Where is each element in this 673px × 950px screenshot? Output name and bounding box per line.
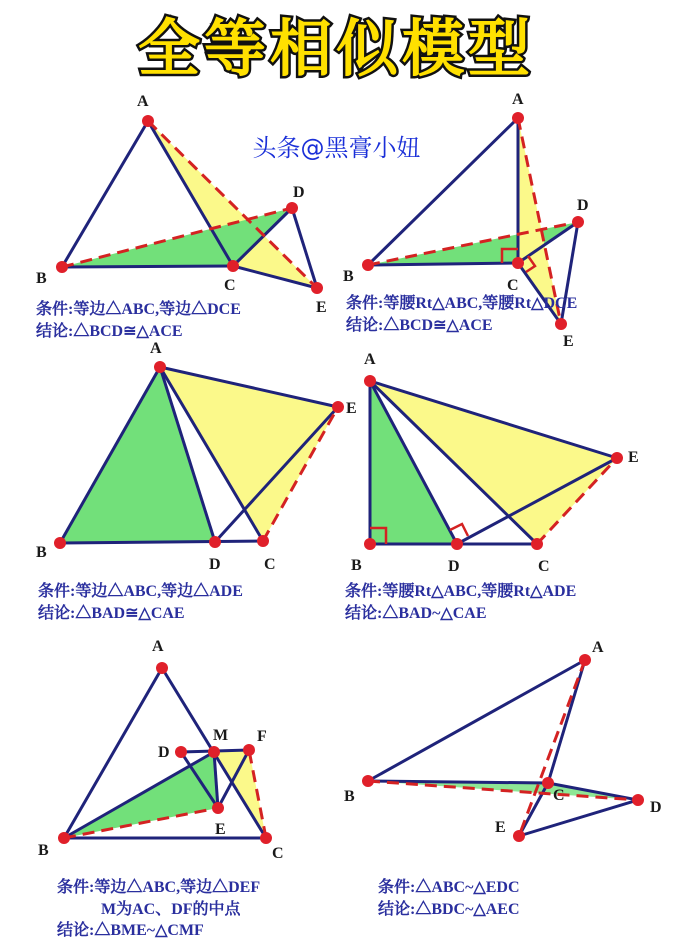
conclusion-text: 结论:△BAD~△CAE (345, 605, 487, 622)
segment-ab (368, 660, 585, 781)
label-a: A (150, 340, 162, 357)
point-b (364, 538, 376, 550)
condition-text: 条件:△ABC~△EDC (378, 879, 520, 896)
panel-2 (343, 91, 589, 350)
point-b (54, 537, 66, 549)
point-f (243, 744, 255, 756)
label-c: C (507, 277, 519, 294)
label-f: F (257, 728, 267, 745)
segment-bc (60, 541, 263, 543)
panel-5 (38, 638, 284, 939)
label-c: C (538, 558, 550, 575)
dashed-ae (519, 660, 585, 836)
label-b: B (344, 788, 355, 805)
point-d (451, 538, 463, 550)
label-a: A (364, 351, 376, 368)
label-c: C (224, 277, 236, 294)
point-b (362, 775, 374, 787)
point-e (212, 802, 224, 814)
label-c: C (553, 787, 565, 804)
point-a (154, 361, 166, 373)
watermark-text: 头条@黑膏小妞 (252, 134, 421, 162)
panel-6 (344, 639, 662, 918)
label-c: C (272, 845, 284, 862)
point-a (156, 662, 168, 674)
point-e (332, 401, 344, 413)
label-d: D (293, 184, 305, 201)
condition-text: 条件:等边△ABC,等边△DEF (57, 879, 261, 896)
label-d: D (650, 799, 662, 816)
label-b: B (36, 270, 47, 287)
segment-bc (62, 266, 233, 267)
point-d (572, 216, 584, 228)
label-e: E (563, 333, 574, 350)
label-b: B (343, 268, 354, 285)
page-title: 全等相似模型 (137, 12, 535, 85)
panel-4 (345, 351, 639, 622)
point-b (56, 261, 68, 273)
panel-1 (36, 93, 327, 340)
label-b: B (351, 557, 362, 574)
label-d: D (158, 744, 170, 761)
label-e: E (495, 819, 506, 836)
label-e: E (346, 400, 357, 417)
segment-bc (368, 263, 518, 265)
point-d (175, 746, 187, 758)
point-m (208, 746, 220, 758)
point-c (531, 538, 543, 550)
point-a (579, 654, 591, 666)
condition-text-2: M为AC、DF的中点 (101, 901, 241, 918)
label-e: E (215, 821, 226, 838)
point-c (512, 257, 524, 269)
label-e: E (628, 449, 639, 466)
label-d: D (577, 197, 589, 214)
condition-text: 条件:等边△ABC,等边△ADE (38, 583, 243, 600)
point-e (311, 282, 323, 294)
point-c (227, 260, 239, 272)
label-a: A (592, 639, 604, 656)
point-a (364, 375, 376, 387)
label-a: A (512, 91, 524, 108)
conclusion-text: 结论:△BAD≅△CAE (38, 605, 185, 622)
label-a: A (137, 93, 149, 110)
point-e (513, 830, 525, 842)
point-a (512, 112, 524, 124)
point-d (209, 536, 221, 548)
condition-text: 条件:等腰Rt△ABC,等腰Rt△ADE (345, 583, 577, 600)
point-c (260, 832, 272, 844)
conclusion-text: 结论:△BME~△CMF (57, 922, 204, 939)
point-a (142, 115, 154, 127)
label-b: B (38, 842, 49, 859)
condition-text: 条件:等边△ABC,等边△DCE (36, 301, 241, 318)
point-b (362, 259, 374, 271)
label-m: M (213, 727, 229, 744)
condition-text: 条件:等腰Rt△ABC,等腰Rt△DCE (346, 295, 578, 312)
point-d (632, 794, 644, 806)
label-a: A (152, 638, 164, 655)
label-d: D (209, 556, 221, 573)
conclusion-text: 结论:△BDC~△AEC (378, 901, 520, 918)
conclusion-text: 结论:△BCD≅△ACE (36, 323, 183, 340)
panel-3 (36, 340, 357, 622)
label-e: E (316, 299, 327, 316)
conclusion-text: 结论:△BCD≅△ACE (346, 317, 493, 334)
point-e (555, 318, 567, 330)
point-b (58, 832, 70, 844)
label-d: D (448, 558, 460, 575)
point-d (286, 202, 298, 214)
label-c: C (264, 556, 276, 573)
segment-ab (62, 121, 148, 267)
label-b: B (36, 544, 47, 561)
point-e (611, 452, 623, 464)
point-c (257, 535, 269, 547)
